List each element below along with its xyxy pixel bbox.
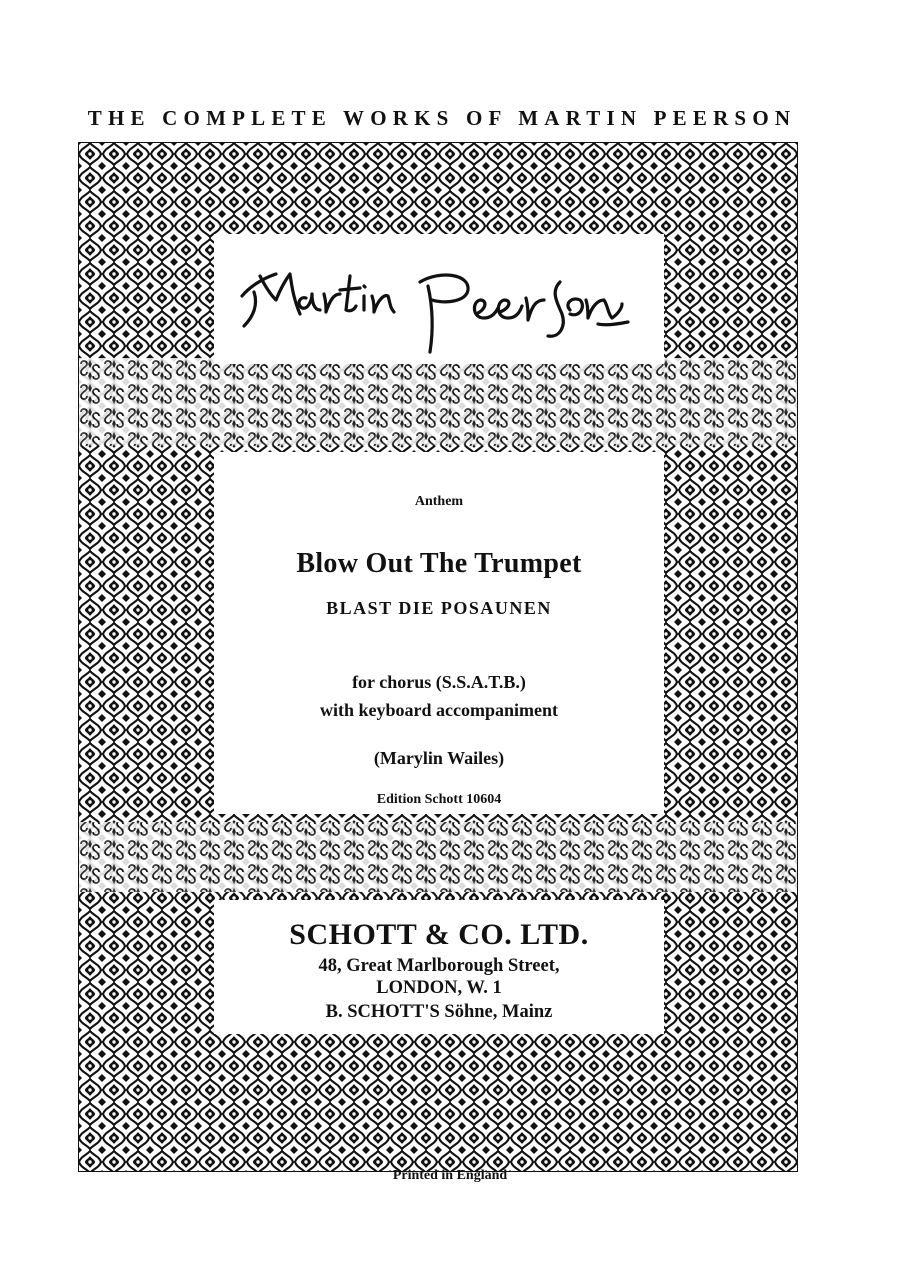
signature-panel bbox=[214, 234, 664, 364]
work-subtitle: BLAST DIE POSAUNEN bbox=[326, 598, 552, 618]
series-title: THE COMPLETE WORKS OF MARTIN PEERSON bbox=[87, 106, 797, 130]
editor-name: (Marylin Wailes) bbox=[373, 748, 505, 768]
scoring-line-1: for chorus (S.S.A.T.B.) bbox=[352, 672, 526, 692]
signature bbox=[214, 234, 664, 364]
publisher-address-line-3: B. SCHOTT'S Söhne, Mainz bbox=[325, 1002, 553, 1022]
title-panel bbox=[214, 452, 664, 814]
publisher-address-line-2: LONDON, W. 1 bbox=[376, 978, 502, 998]
signature-martin-peerson-icon bbox=[214, 234, 664, 364]
edition-number: Edition Schott 10604 bbox=[376, 792, 502, 807]
publisher-name: SCHOTT & CO. LTD. bbox=[289, 918, 589, 951]
scoring-line-2: with keyboard accompaniment bbox=[320, 700, 558, 720]
genre-label: Anthem bbox=[414, 494, 464, 509]
publisher-panel bbox=[214, 900, 664, 1034]
work-title: Blow Out The Trumpet bbox=[296, 548, 582, 579]
publisher-address-line-1: 48, Great Marlborough Street, bbox=[318, 956, 560, 976]
printed-in-note: Printed in England bbox=[392, 1168, 508, 1183]
